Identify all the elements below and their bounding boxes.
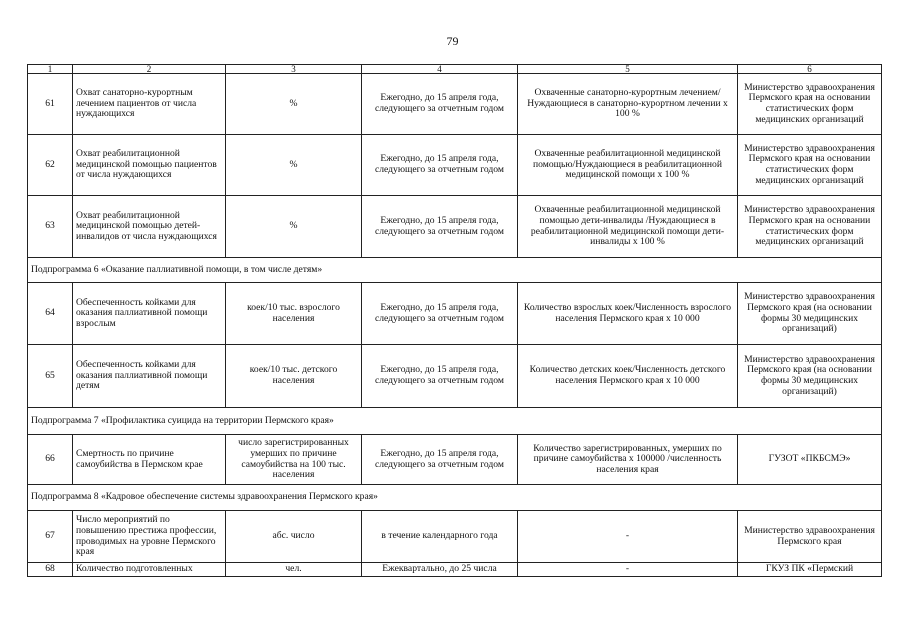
table-row xyxy=(28,563,882,577)
row-number: 67 xyxy=(28,511,73,563)
unit-cell: % xyxy=(226,135,362,196)
formula-cell: Охваченные санаторно-курортным лечением/Нуждающиеся в санаторно-курортном лечении х 100 % xyxy=(518,74,738,135)
indicator-name: Обеспеченность койками для оказания паллиативной помощи детям xyxy=(73,345,226,408)
source-cell: Министерство здравоохранения Пермского края на основании статистических форм медицинских организаций xyxy=(738,196,882,258)
source-cell: ГУЗОТ «ПКБСМЭ» xyxy=(738,435,882,485)
table-row xyxy=(28,135,882,196)
header-row xyxy=(28,65,882,74)
formula-cell: - xyxy=(518,563,738,577)
header-cell: 4 xyxy=(362,65,518,74)
indicator-name: Обеспеченность койками для оказания паллиативной помощи взрослым xyxy=(73,283,226,345)
formula-cell: Охваченные реабилитационной медицинской помощью дети-инвалиды /Нуждающиеся в реабилитационной медицинской помощи дети-инвалиды х 100 % xyxy=(518,196,738,258)
row-number: 64 xyxy=(28,283,73,345)
subprogram-title: Подпрограмма 7 «Профилактика суицида на территории Пермского края» xyxy=(28,408,882,435)
table-row xyxy=(28,74,882,135)
table-row xyxy=(28,511,882,563)
period-cell: Ежегодно, до 15 апреля года, следующего за отчетным годом xyxy=(362,345,518,408)
source-cell: Министерство здравоохранения Пермского края (на основании формы 30 медицинских организаций) xyxy=(738,283,882,345)
formula-cell: Количество детских коек/Численность детского населения Пермского края х 10 000 xyxy=(518,345,738,408)
row-number: 66 xyxy=(28,435,73,485)
row-number: 61 xyxy=(28,74,73,135)
period-cell: Ежегодно, до 15 апреля года, следующего за отчетным годом xyxy=(362,135,518,196)
source-cell: Министерство здравоохранения Пермского края (на основании формы 30 медицинских организаций) xyxy=(738,345,882,408)
table-row xyxy=(28,435,882,485)
indicator-name: Охват реабилитационной медицинской помощью детей-инвалидов от числа нуждающихся xyxy=(73,196,226,258)
table-row xyxy=(28,345,882,408)
row-number: 63 xyxy=(28,196,73,258)
row-number: 65 xyxy=(28,345,73,408)
unit-cell: коек/10 тыс. взрослого населения xyxy=(226,283,362,345)
header-cell: 1 xyxy=(28,65,73,74)
table-row xyxy=(28,196,882,258)
row-number: 68 xyxy=(28,563,73,577)
source-cell: Министерство здравоохранения Пермского края xyxy=(738,511,882,563)
unit-cell: % xyxy=(226,74,362,135)
indicator-name: Смертность по причине самоубийства в Пермском крае xyxy=(73,435,226,485)
formula-cell: Количество взрослых коек/Численность взрослого населения Пермского края х 10 000 xyxy=(518,283,738,345)
unit-cell: число зарегистрированных умерших по причине самоубийства на 100 тыс. населения xyxy=(226,435,362,485)
formula-cell: - xyxy=(518,511,738,563)
header-cell: 6 xyxy=(738,65,882,74)
unit-cell: коек/10 тыс. детского населения xyxy=(226,345,362,408)
table-row xyxy=(28,283,882,345)
period-cell: Ежегодно, до 15 апреля года, следующего за отчетным годом xyxy=(362,435,518,485)
period-cell: Ежегодно, до 15 апреля года, следующего за отчетным годом xyxy=(362,283,518,345)
unit-cell: чел. xyxy=(226,563,362,577)
subprogram-row xyxy=(28,485,882,511)
source-cell: ГКУЗ ПК «Пермский xyxy=(738,563,882,577)
period-cell: Ежегодно, до 15 апреля года, следующего за отчетным годом xyxy=(362,74,518,135)
subprogram-title: Подпрограмма 6 «Оказание паллиативной помощи, в том числе детям» xyxy=(28,258,882,283)
header-cell: 2 xyxy=(73,65,226,74)
formula-cell: Охваченные реабилитационной медицинской помощью/Нуждающиеся в реабилитационной медицинской помощи х 100 % xyxy=(518,135,738,196)
indicators-table xyxy=(27,64,882,577)
source-cell: Министерство здравоохранения Пермского края на основании статистических форм медицинских организаций xyxy=(738,74,882,135)
source-cell: Министерство здравоохранения Пермского края на основании статистических форм медицинских организаций xyxy=(738,135,882,196)
subprogram-title: Подпрограмма 8 «Кадровое обеспечение системы здравоохранения Пермского края» xyxy=(28,485,882,511)
header-cell: 5 xyxy=(518,65,738,74)
indicator-name: Охват санаторно-курортным лечением пациентов от числа нуждающихся xyxy=(73,74,226,135)
indicator-name: Охват реабилитационной медицинской помощью пациентов от числа нуждающихся xyxy=(73,135,226,196)
subprogram-row xyxy=(28,408,882,435)
indicator-name: Количество подготовленных xyxy=(73,563,226,577)
period-cell: Ежегодно, до 15 апреля года, следующего за отчетным годом xyxy=(362,196,518,258)
period-cell: в течение календарного года xyxy=(362,511,518,563)
page-number: 79 xyxy=(446,34,459,48)
subprogram-row xyxy=(28,258,882,283)
header-cell: 3 xyxy=(226,65,362,74)
formula-cell: Количество зарегистрированных, умерших по причине самоубийства х 100000 /численность населения края xyxy=(518,435,738,485)
period-cell: Ежеквартально, до 25 числа xyxy=(362,563,518,577)
unit-cell: % xyxy=(226,196,362,258)
row-number: 62 xyxy=(28,135,73,196)
unit-cell: абс. число xyxy=(226,511,362,563)
indicator-name: Число мероприятий по повышению престижа профессии, проводимых на уровне Пермского края xyxy=(73,511,226,563)
